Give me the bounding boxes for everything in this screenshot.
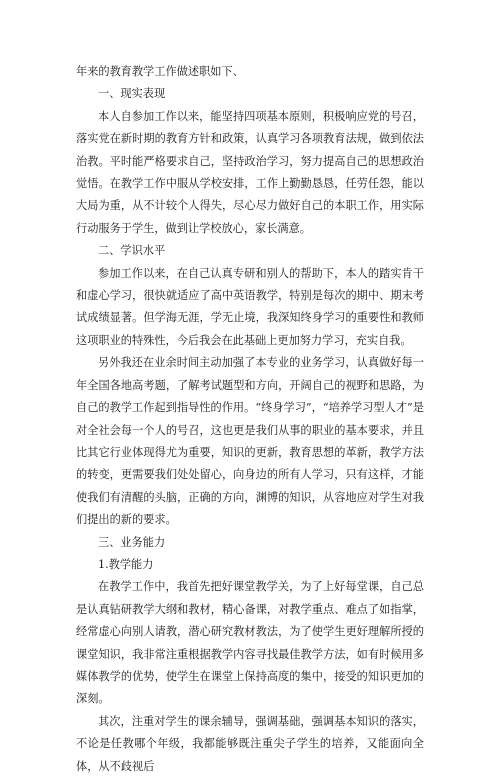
- section-heading-performance: 一、现实表现: [98, 87, 166, 101]
- intro-line: 年来的教育教学工作做述职如下、: [76, 65, 244, 78]
- paragraph-teaching-2: 其次，注重对学生的课余辅导，强调基础，强调基本知识的落实，不论是任教哪个年级，我都能够既注重尖子学生的培养，又能面向全体，从不歧视后: [76, 714, 424, 773]
- section-heading-ability: 三、业务能力: [98, 535, 166, 549]
- paragraph-performance: 本人自参加工作以来，能坚持四项基本原则，积极响应党的号召，落实党在新时期的教育方针和政策，认真学习各项教育法规，做到依法治教。平时能严格要求自己，坚持政治学习，努力提高自己的思想政治觉悟。在教学工作中服从学校安排，工作上勤勤恳恳，任劳任怨，能以大局为重，从不计较个人得失，尽心尽力做好自己的本职工作，用实际行动服务于学生，做到让学校放心，家长满意。: [76, 109, 424, 235]
- paragraph-knowledge-1: 参加工作以来，在自己认真专研和别人的帮助下，本人的踏实肯干和虚心学习，很快就适应了高中英语教学，特别是每次的期中、期末考试成绩显著。但学海无涯，学无止境，我深知终身学习的重要性和教师这项职业的特殊性，今后我会在此基础上更加努力学习，充实自我。: [76, 266, 424, 347]
- document-body: [76, 61, 424, 778]
- paragraph-knowledge-2: 另外我还在业余时间主动加强了本专业的业务学习，认真做好每一年全国各地高考题，了解考试题型和方向，开阔自己的视野和思路，为自己的教学工作起到指导性的作用。“终身学习”，“培养学习型人才”是对全社会每一个人的号召，这也更是我们从事的职业的基本要求，并且比其它行业体现得尤为重要，知识的更新，教育思想的革新，教学方法的转变，更需要我们处处留心，向身边的所有人学习，只有这样，才能使我们有清醒的头脑，正确的方向，渊博的知识，从容地应对学生对我们提出的新的要求。: [76, 356, 424, 527]
- paragraph-teaching-1: 在教学工作中，我首先把好课堂教学关，为了上好每堂课，自己总是认真钻研教学大纲和教材，精心备课，对教学重点、难点了如指掌，经常虚心向别人请教，潜心研究教材教法，为了使学生更好理解所授的课堂知识，我非常注重根据教学内容寻找最佳教学方法，如有时候用多媒体教学的优势，使学生在课堂上保持高度的集中，接受的知识更加的深刻。: [76, 580, 424, 706]
- section-heading-knowledge: 二、学识水平: [98, 244, 166, 258]
- subsection-heading-teaching: 1.教学能力: [98, 557, 154, 571]
